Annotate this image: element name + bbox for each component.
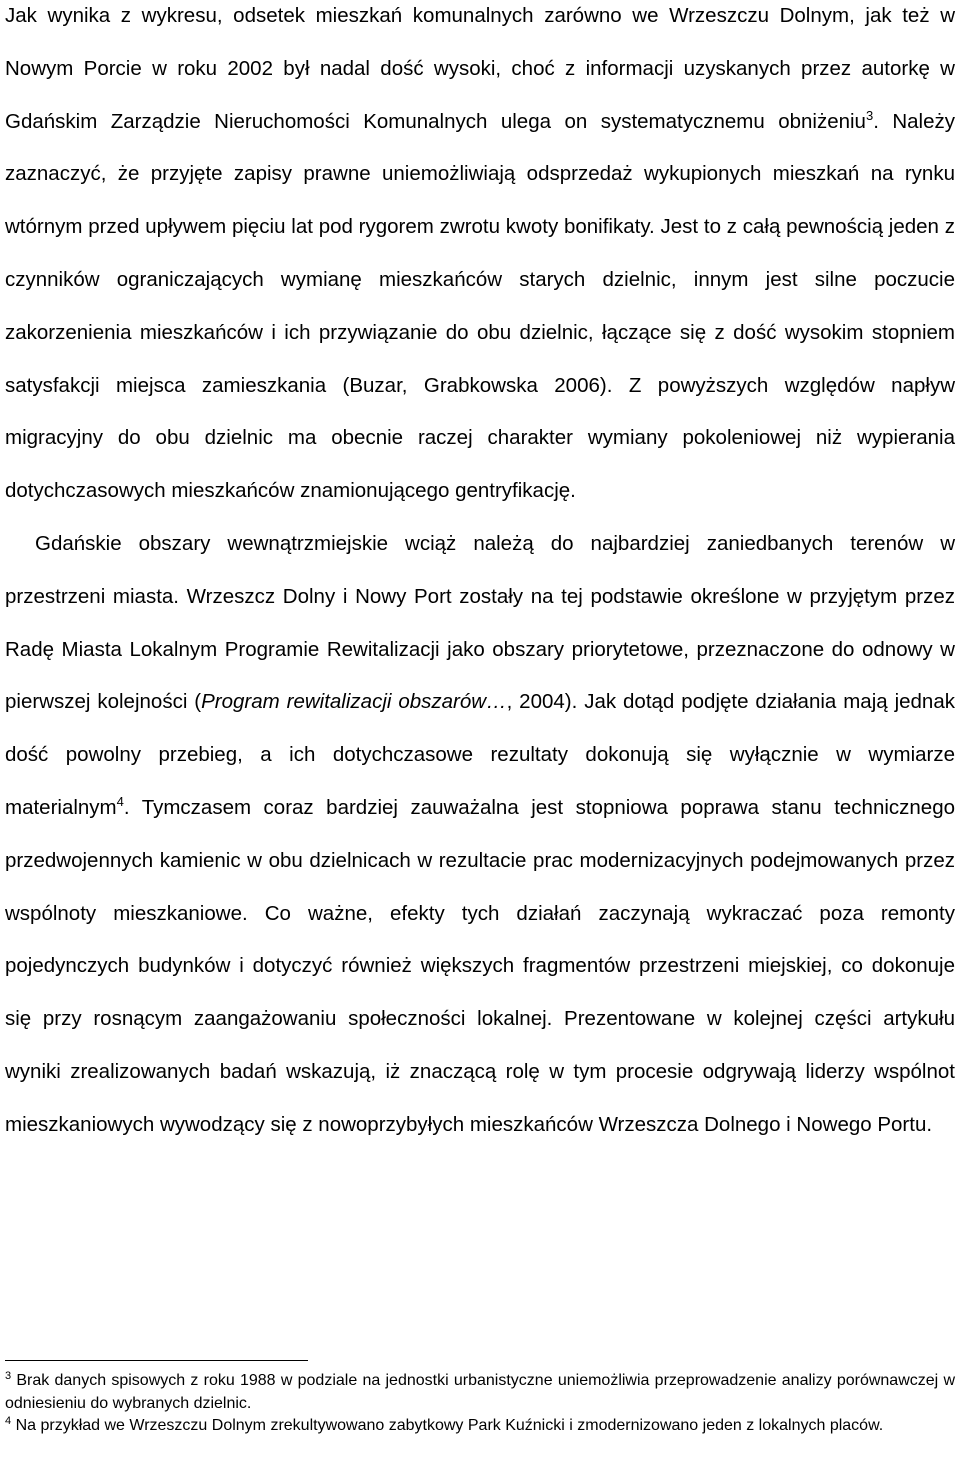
footnote-3 (5, 1370, 955, 1415)
footnote-text: Na przykład we Wrzeszczu Dolnym zrekultywowano zabytkowy Park Kuźnicki i zmodernizowano jeden z lokalnych placów. (11, 1417, 884, 1434)
paragraph-1-part-1: Jak wynika z wykresu, odsetek mieszkań komunalnych zarówno we Wrzeszczu Dolnym, jak też w Nowym Porcie w roku 2002 był nadal dość wysoki, choć z informacji uzyskanych przez autorkę w Gdańskim Zarządzie Nieruchomości Komunalnych ulega on systematycznemu obniżeniu (5, 4, 955, 133)
footnote-4 (5, 1415, 955, 1438)
paragraph-2-part-3: . Tymczasem coraz bardziej zauważalna jest stopniowa poprawa stanu technicznego przedwojennych kamienic w obu dzielnicach w rezultacie prac modernizacyjnych podejmowanych przez wspólnoty mieszkaniowe. Co ważne, efekty tych działań zaczynają wykraczać poza remonty pojedynczych budynków i dotyczyć również większych fragmentów przestrzeni miejskiej, co dokonuje się przy rosnącym zaangażowaniu społeczności lokalnej. Prezentowane w kolejnej części artykułu wyniki zrealizowanych badań wskazują, iż znaczącą rolę w tym procesie odgrywają liderzy wspólnot mieszkaniowych wywodzący się z nowoprzybyłych mieszkańców Wrzeszcza Dolnego i Nowego Portu. (5, 795, 955, 1136)
cited-title: Program rewitalizacji obszarów… (201, 690, 507, 714)
paragraph-2-part-1: Gdańskie obszary wewnątrzmiejskie wciąż należą do najbardziej zaniedbanych terenów w przestrzeni miasta. Wrzeszcz Dolny i Nowy Port zostały na tej podstawie określone w przyjętym przez Radę Miasta Lokalnym Programie Rewitalizacji jako obszary priorytetowe, przeznaczone do odnowy w pierwszej kolejności ( (5, 531, 955, 714)
document-page (5, 0, 955, 1152)
footnote-number: 3 (5, 1370, 12, 1382)
footnote-ref-4[interactable]: 4 (116, 793, 124, 809)
footnote-ref-3[interactable]: 3 (865, 107, 874, 123)
paragraph-2 (5, 518, 955, 1152)
footnote-text: Brak danych spisowych z roku 1988 w podziale na jednostki urbanistyczne uniemożliwia przeprowadzenie analizy porównawczej w odniesieniu do wybranych dzielnic. (5, 1372, 955, 1412)
footnote-number: 4 (5, 1415, 12, 1427)
paragraph-2-part-2: , 2004). Jak dotąd podjęte działania mają jednak dość powolny przebieg, a ich dotychczasowe rezultaty dokonują się wyłącznie w wymiarze materialnym (5, 690, 955, 819)
paragraph-1 (5, 0, 955, 518)
footnote-separator (5, 1360, 308, 1361)
paragraph-1-part-2: . Należy zaznaczyć, że przyjęte zapisy prawne uniemożliwiają odsprzedaż wykupionych mieszkań na rynku wtórnym przed upływem pięciu lat pod rygorem zwrotu kwoty bonifikaty. Jest to z całą pewnością jeden z czynników ograniczających wymianę mieszkańców starych dzielnic, innym jest silne poczucie zakorzenienia mieszkańców i ich przywiązanie do obu dzielnic, łączące się z dość wysokim stopniem satysfakcji miejsca zamieszkania (Buzar, Grabkowska 2006). Z powyższych względów napływ migracyjny do obu dzielnic ma obecnie raczej charakter wymiany pokoleniowej niż wypierania dotychczasowych mieszkańców znamionującego gentryfikację. (5, 109, 956, 503)
footnotes (5, 1370, 955, 1438)
